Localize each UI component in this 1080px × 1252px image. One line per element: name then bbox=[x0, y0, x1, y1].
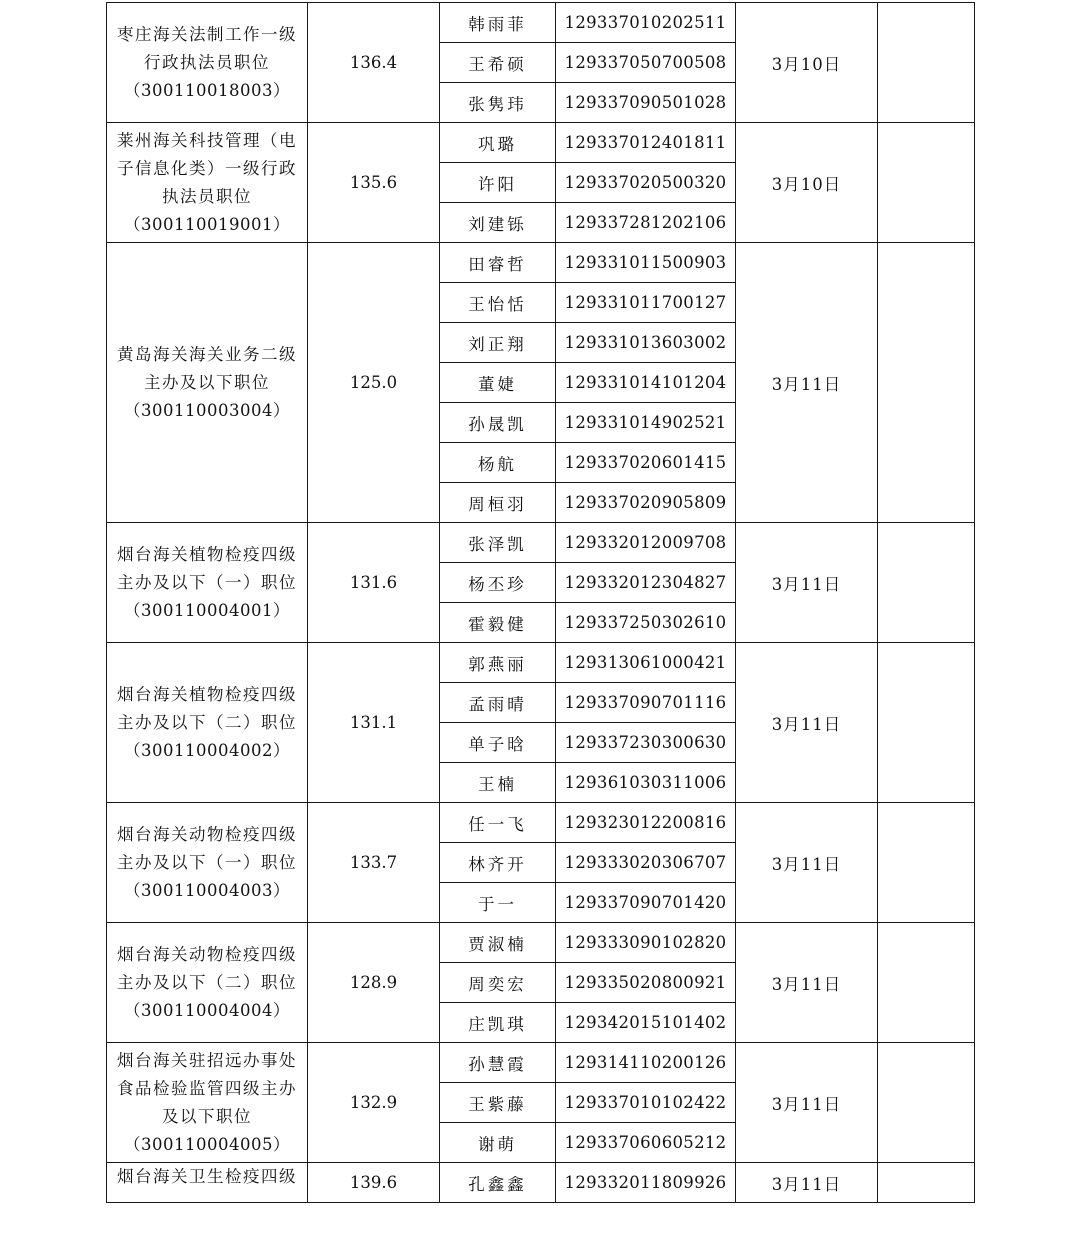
candidate-name-cell: 孙慧霞 bbox=[440, 1043, 556, 1083]
position-name: 枣庄海关法制工作一级行政执法员职位 bbox=[117, 24, 297, 72]
remarks-cell bbox=[878, 3, 975, 123]
interview-date-cell: 3月11日 bbox=[736, 1043, 878, 1163]
interview-date-cell: 3月11日 bbox=[736, 243, 878, 523]
table-row bbox=[107, 923, 975, 963]
position-name: 烟台海关植物检疫四级主办及以下（一）职位 bbox=[117, 544, 297, 592]
position-name: 烟台海关驻招远办事处食品检验监管四级主办及以下职位 bbox=[117, 1050, 297, 1126]
remarks-cell bbox=[878, 1043, 975, 1163]
min-score-cell: 136.4 bbox=[308, 3, 440, 123]
exam-number-cell: 129337010102422 bbox=[556, 1083, 736, 1123]
candidate-name-cell: 庄凯琪 bbox=[440, 1003, 556, 1043]
interview-date-cell: 3月10日 bbox=[736, 123, 878, 243]
position-code: （300110018003） bbox=[124, 80, 290, 100]
position-code: （300110019001） bbox=[124, 214, 290, 234]
candidate-name-cell: 郭燕丽 bbox=[440, 643, 556, 683]
exam-number-cell: 129332012304827 bbox=[556, 563, 736, 603]
exam-number-cell: 129332011809926 bbox=[556, 1163, 736, 1203]
table-row bbox=[107, 3, 975, 43]
min-score-cell: 133.7 bbox=[308, 803, 440, 923]
interview-date-cell: 3月11日 bbox=[736, 523, 878, 643]
position-cell bbox=[107, 243, 308, 523]
candidate-name-cell: 孟雨晴 bbox=[440, 683, 556, 723]
position-cell bbox=[107, 1043, 308, 1163]
candidate-name-cell: 周桓羽 bbox=[440, 483, 556, 523]
exam-number-cell: 129335020800921 bbox=[556, 963, 736, 1003]
position-name: 烟台海关动物检疫四级主办及以下（二）职位 bbox=[117, 944, 297, 992]
position-name: 烟台海关动物检疫四级主办及以下（一）职位 bbox=[117, 824, 297, 872]
candidate-name-cell: 巩璐 bbox=[440, 123, 556, 163]
table-body bbox=[107, 3, 975, 1203]
candidate-name-cell: 田睿哲 bbox=[440, 243, 556, 283]
interview-date-cell: 3月11日 bbox=[736, 803, 878, 923]
position-code: （300110003004） bbox=[124, 400, 290, 420]
candidate-name-cell: 贾淑楠 bbox=[440, 923, 556, 963]
candidate-name-cell: 刘建铄 bbox=[440, 203, 556, 243]
position-name: 莱州海关科技管理（电子信息化类）一级行政执法员职位 bbox=[117, 130, 297, 206]
exam-number-cell: 129337060605212 bbox=[556, 1123, 736, 1163]
min-score-cell: 125.0 bbox=[308, 243, 440, 523]
candidate-name-cell: 王楠 bbox=[440, 763, 556, 803]
position-name: 烟台海关植物检疫四级主办及以下（二）职位 bbox=[117, 684, 297, 732]
table-row bbox=[107, 1043, 975, 1083]
position-cell bbox=[107, 803, 308, 923]
table-row bbox=[107, 123, 975, 163]
exam-number-cell: 129331014902521 bbox=[556, 403, 736, 443]
candidate-name-cell: 董婕 bbox=[440, 363, 556, 403]
position-cell bbox=[107, 643, 308, 803]
candidate-name-cell: 于一 bbox=[440, 883, 556, 923]
candidate-name-cell: 孙晟凯 bbox=[440, 403, 556, 443]
exam-number-cell: 129361030311006 bbox=[556, 763, 736, 803]
candidate-name-cell: 刘正翔 bbox=[440, 323, 556, 363]
exam-number-cell: 129337281202106 bbox=[556, 203, 736, 243]
interview-date-cell: 3月11日 bbox=[736, 643, 878, 803]
candidate-name-cell: 许阳 bbox=[440, 163, 556, 203]
table-row bbox=[107, 1163, 975, 1203]
exam-number-cell: 129337020601415 bbox=[556, 443, 736, 483]
exam-number-cell: 129331013603002 bbox=[556, 323, 736, 363]
candidate-name-cell: 林齐开 bbox=[440, 843, 556, 883]
candidate-name-cell: 韩雨菲 bbox=[440, 3, 556, 43]
remarks-cell bbox=[878, 643, 975, 803]
table-row bbox=[107, 803, 975, 843]
position-cell bbox=[107, 3, 308, 123]
exam-number-cell: 129337230300630 bbox=[556, 723, 736, 763]
position-code: （300110004001） bbox=[124, 600, 290, 620]
exam-number-cell: 129314110200126 bbox=[556, 1043, 736, 1083]
min-score-cell: 131.6 bbox=[308, 523, 440, 643]
remarks-cell bbox=[878, 523, 975, 643]
candidate-name-cell: 孔鑫鑫 bbox=[440, 1163, 556, 1203]
exam-number-cell: 129337090701116 bbox=[556, 683, 736, 723]
candidate-name-cell: 杨航 bbox=[440, 443, 556, 483]
exam-number-cell: 129337050700508 bbox=[556, 43, 736, 83]
interview-date-cell: 3月10日 bbox=[736, 3, 878, 123]
exam-number-cell: 129313061000421 bbox=[556, 643, 736, 683]
position-code: （300110004004） bbox=[124, 1000, 290, 1020]
min-score-cell: 132.9 bbox=[308, 1043, 440, 1163]
exam-number-cell: 129342015101402 bbox=[556, 1003, 736, 1043]
exam-number-cell: 129333090102820 bbox=[556, 923, 736, 963]
remarks-cell bbox=[878, 803, 975, 923]
interview-date-cell: 3月11日 bbox=[736, 1163, 878, 1203]
candidate-name-cell: 王紫藤 bbox=[440, 1083, 556, 1123]
candidate-name-cell: 王怡恬 bbox=[440, 283, 556, 323]
exam-number-cell: 129337250302610 bbox=[556, 603, 736, 643]
min-score-cell: 139.6 bbox=[308, 1163, 440, 1203]
interview-date-cell: 3月11日 bbox=[736, 923, 878, 1043]
remarks-cell bbox=[878, 1163, 975, 1203]
candidate-table bbox=[106, 2, 975, 1203]
results-sheet bbox=[106, 2, 974, 1203]
exam-number-cell: 129337010202511 bbox=[556, 3, 736, 43]
candidate-name-cell: 王希硕 bbox=[440, 43, 556, 83]
exam-number-cell: 129337090701420 bbox=[556, 883, 736, 923]
candidate-name-cell: 谢萌 bbox=[440, 1123, 556, 1163]
min-score-cell: 131.1 bbox=[308, 643, 440, 803]
remarks-cell bbox=[878, 923, 975, 1043]
candidate-name-cell: 单子晗 bbox=[440, 723, 556, 763]
table-row bbox=[107, 243, 975, 283]
candidate-name-cell: 张隽玮 bbox=[440, 83, 556, 123]
exam-number-cell: 129332012009708 bbox=[556, 523, 736, 563]
remarks-cell bbox=[878, 123, 975, 243]
min-score-cell: 135.6 bbox=[308, 123, 440, 243]
position-name: 烟台海关卫生检疫四级 bbox=[117, 1167, 297, 1186]
position-cell bbox=[107, 123, 308, 243]
position-cell bbox=[107, 523, 308, 643]
position-cell bbox=[107, 1163, 308, 1203]
exam-number-cell: 129331011500903 bbox=[556, 243, 736, 283]
position-code: （300110004002） bbox=[124, 740, 290, 760]
candidate-name-cell: 张泽凯 bbox=[440, 523, 556, 563]
position-cell bbox=[107, 923, 308, 1043]
exam-number-cell: 129323012200816 bbox=[556, 803, 736, 843]
exam-number-cell: 129337020905809 bbox=[556, 483, 736, 523]
exam-number-cell: 129331014101204 bbox=[556, 363, 736, 403]
table-row bbox=[107, 523, 975, 563]
candidate-name-cell: 杨丕珍 bbox=[440, 563, 556, 603]
candidate-name-cell: 周奕宏 bbox=[440, 963, 556, 1003]
exam-number-cell: 129337012401811 bbox=[556, 123, 736, 163]
candidate-name-cell: 霍毅健 bbox=[440, 603, 556, 643]
min-score-cell: 128.9 bbox=[308, 923, 440, 1043]
exam-number-cell: 129337020500320 bbox=[556, 163, 736, 203]
remarks-cell bbox=[878, 243, 975, 523]
exam-number-cell: 129333020306707 bbox=[556, 843, 736, 883]
table-row bbox=[107, 643, 975, 683]
position-code: （300110004003） bbox=[124, 880, 290, 900]
candidate-name-cell: 任一飞 bbox=[440, 803, 556, 843]
position-name: 黄岛海关海关业务二级主办及以下职位 bbox=[117, 344, 297, 392]
exam-number-cell: 129331011700127 bbox=[556, 283, 736, 323]
position-code: （300110004005） bbox=[124, 1134, 290, 1154]
exam-number-cell: 129337090501028 bbox=[556, 83, 736, 123]
